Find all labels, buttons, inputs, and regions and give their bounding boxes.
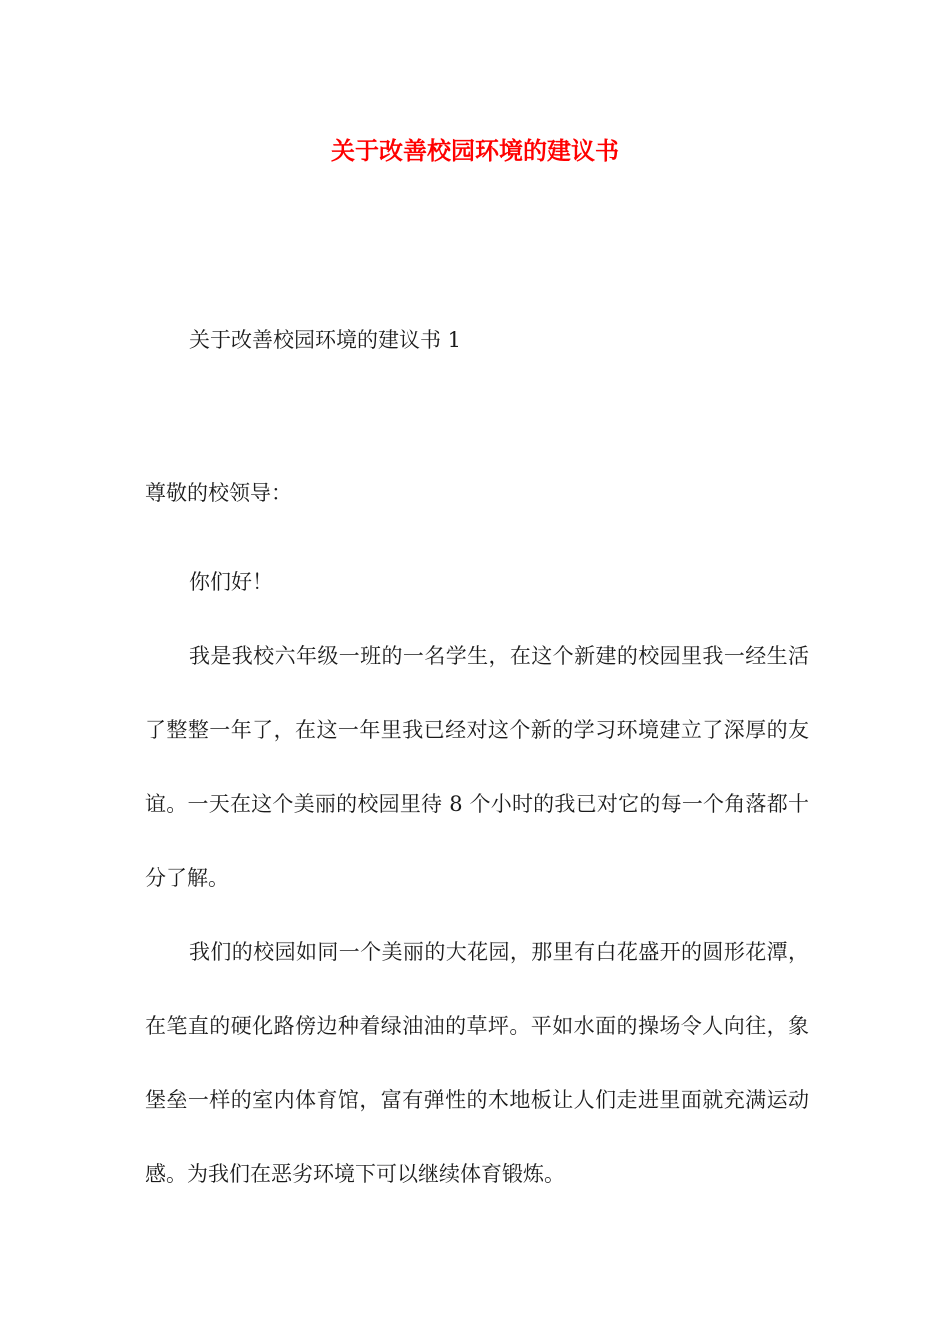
paragraph-campus: 我们的校园如同一个美丽的大花园，那里有白花盛开的圆形花潭，在笔直的硬化路傍边种着绿油油的草坪。平如水面的操场令人向往，象堡垒一样的室内体育馆，富有弹性的木地板让人们走进里面就充满运动感。为我们在恶劣环境下可以继续体育锻炼。 [145, 940, 809, 1186]
paragraph-intro: 我是我校六年级一班的一名学生，在这个新建的校园里我一经生活了整整一年了，在这一年里我已经对这个新的学习环境建立了深厚的友谊。一天在这个美丽的校园里待 8 个小时的我已对它的每一个角落都十分了解。 [145, 644, 809, 890]
document-body [145, 545, 809, 1211]
paragraph-greeting: 你们好！ [189, 570, 273, 594]
document-title: 关于改善校园环境的建议书 [331, 136, 619, 165]
salutation: 尊敬的校领导： [145, 481, 292, 505]
document-subtitle: 关于改善校园环境的建议书 1 [189, 328, 462, 352]
